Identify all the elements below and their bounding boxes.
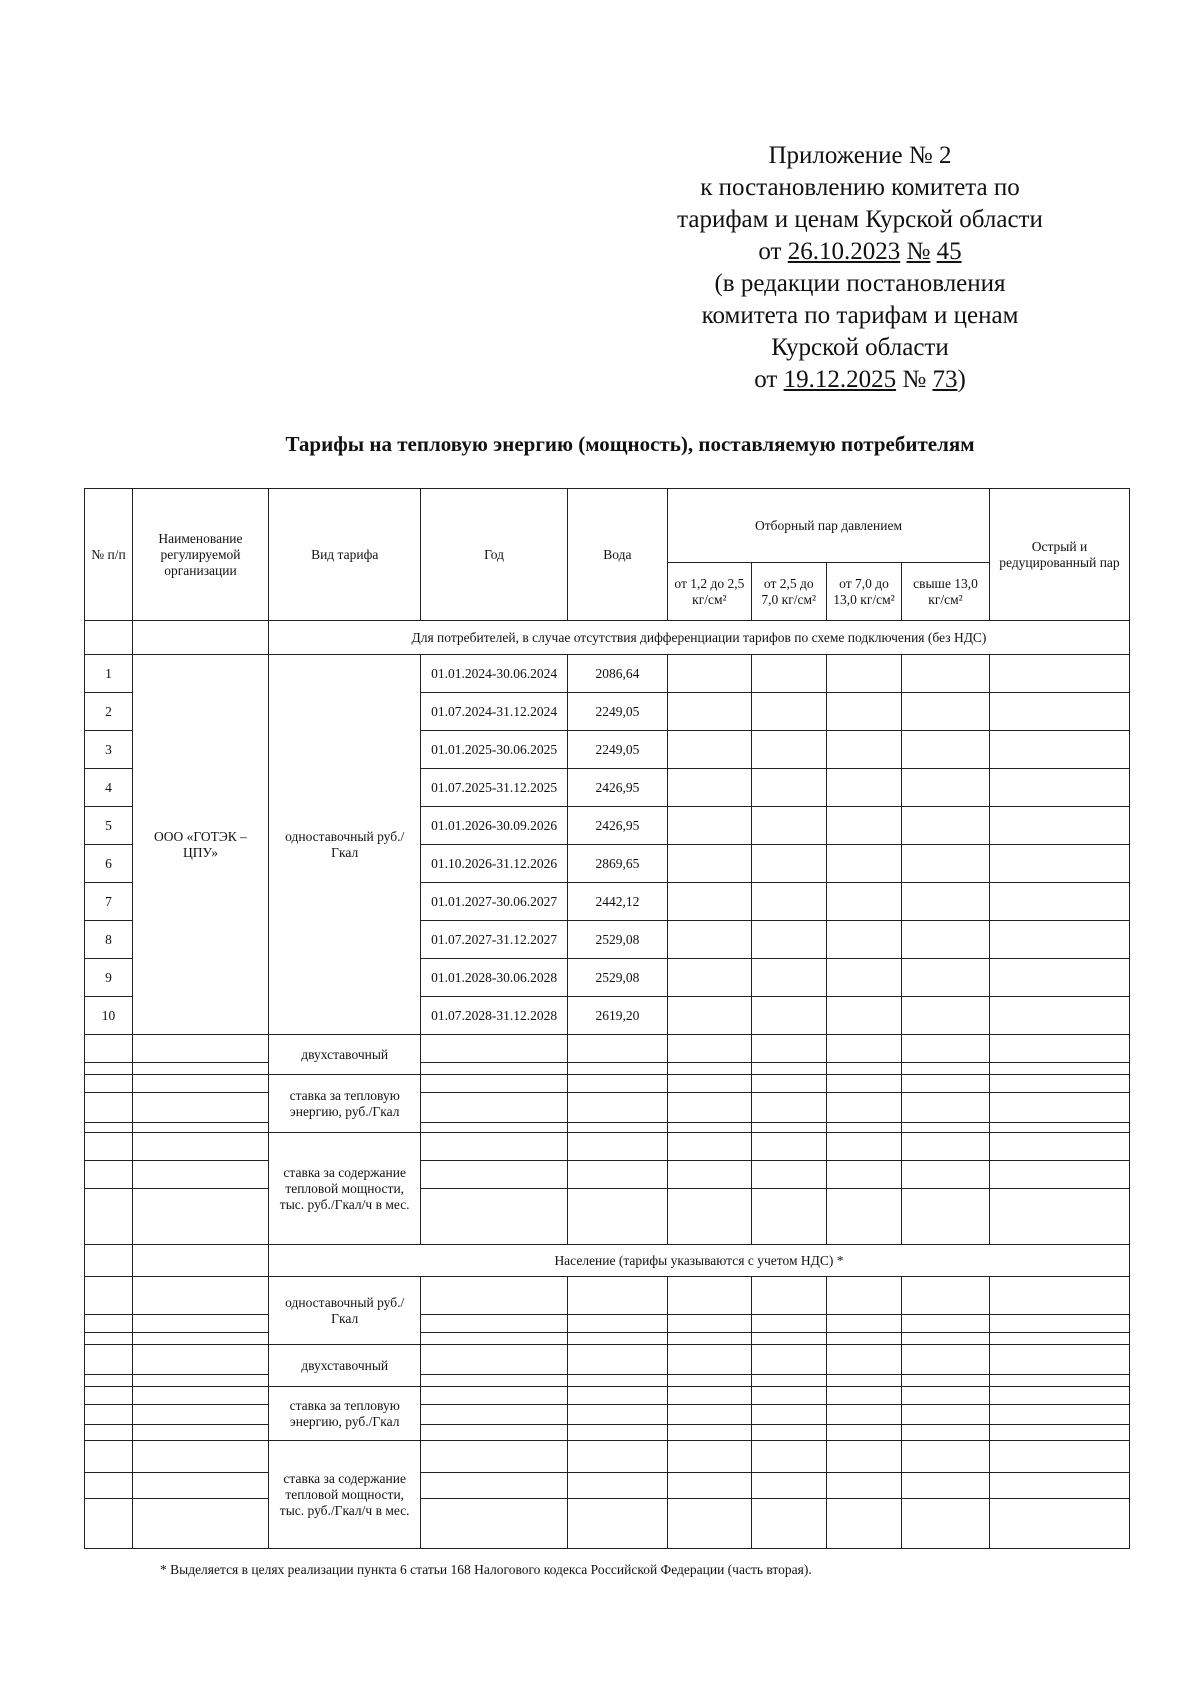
period: 01.07.2027-31.12.2027	[421, 921, 567, 959]
table-cell	[826, 1123, 901, 1133]
table-cell	[989, 1405, 1129, 1425]
table-cell	[751, 1375, 826, 1387]
table-cell	[826, 845, 901, 883]
table-cell	[421, 1189, 567, 1245]
table-cell	[751, 1473, 826, 1499]
table-cell	[826, 769, 901, 807]
table-cell	[902, 997, 990, 1035]
table-cell	[826, 1473, 901, 1499]
table-cell	[421, 1345, 567, 1375]
header-line: Курской области	[771, 334, 949, 361]
table-cell	[902, 1345, 990, 1375]
table-cell	[668, 1315, 752, 1333]
table-cell	[826, 1133, 901, 1161]
table-cell	[668, 693, 752, 731]
table-row	[85, 1133, 1130, 1161]
table-cell	[421, 1277, 567, 1315]
table-cell	[989, 1441, 1129, 1473]
table-cell	[826, 655, 901, 693]
col-header-org: Наименование регулируемой организации	[133, 489, 269, 621]
table-cell	[902, 807, 990, 845]
table-cell	[567, 1375, 667, 1387]
table-cell	[668, 1441, 752, 1473]
table-cell	[567, 1441, 667, 1473]
table-cell	[668, 1161, 752, 1189]
table-cell	[989, 1425, 1129, 1441]
table-row	[85, 1075, 1130, 1093]
table-cell	[751, 769, 826, 807]
table-cell	[668, 1075, 752, 1093]
table-cell	[567, 1123, 667, 1133]
table-cell	[902, 731, 990, 769]
population-capacity-rate-label: ставка за содержание тепловой мощности, тыс. руб./Гкал/ч в мес.	[268, 1441, 421, 1549]
table-cell	[902, 1315, 990, 1333]
table-cell	[989, 1093, 1129, 1123]
header-line: комитета по тарифам и ценам	[701, 302, 1019, 329]
header-date-line: от 26.10.2023 № 45	[758, 238, 962, 265]
table-cell	[989, 655, 1129, 693]
table-cell	[668, 1333, 752, 1345]
table-cell	[421, 1473, 567, 1499]
table-cell	[826, 959, 901, 997]
table-cell	[421, 1093, 567, 1123]
header-line: тарифам и ценам Курской области	[677, 206, 1043, 233]
table-cell	[902, 1499, 990, 1549]
water-tariff: 2529,08	[567, 921, 667, 959]
table-cell	[989, 997, 1129, 1035]
table-cell	[989, 1075, 1129, 1093]
water-tariff: 2086,64	[567, 655, 667, 693]
decree-number: 45	[936, 238, 962, 265]
table-cell	[902, 1333, 990, 1345]
table-cell	[567, 1499, 667, 1549]
table-cell	[902, 1387, 990, 1405]
table-cell	[826, 1315, 901, 1333]
table-cell	[826, 1075, 901, 1093]
table-cell	[668, 883, 752, 921]
table-cell	[989, 1345, 1129, 1375]
table-cell	[826, 921, 901, 959]
table-row	[85, 1189, 1130, 1245]
water-tariff: 2619,20	[567, 997, 667, 1035]
table-cell	[668, 1093, 752, 1123]
row-number: 3	[85, 731, 133, 769]
population-single-rate-label: одноставочный руб./Гкал	[268, 1277, 421, 1345]
water-tariff: 2442,12	[567, 883, 667, 921]
table-cell	[751, 1189, 826, 1245]
table-row	[85, 1277, 1130, 1315]
table-cell	[668, 1063, 752, 1075]
table-cell	[826, 693, 901, 731]
table-cell	[567, 1189, 667, 1245]
table-cell	[421, 1425, 567, 1441]
table-cell	[826, 731, 901, 769]
table-row	[85, 1473, 1130, 1499]
table-cell	[826, 1425, 901, 1441]
table-cell	[989, 1375, 1129, 1387]
table-row	[85, 1375, 1130, 1387]
table-cell	[826, 1093, 901, 1123]
table-cell	[668, 769, 752, 807]
table-cell	[826, 1189, 901, 1245]
amendment-date: 19.12.2025	[783, 366, 897, 393]
table-cell	[902, 1277, 990, 1315]
table-cell	[989, 807, 1129, 845]
table-cell	[902, 1093, 990, 1123]
table-cell	[751, 845, 826, 883]
table-cell	[902, 1425, 990, 1441]
table-cell	[668, 1035, 752, 1063]
table-cell	[421, 1405, 567, 1425]
period: 01.01.2027-30.06.2027	[421, 883, 567, 921]
table-cell	[902, 1473, 990, 1499]
table-header-row	[85, 489, 1130, 563]
period: 01.07.2025-31.12.2025	[421, 769, 567, 807]
table-cell	[421, 1315, 567, 1333]
col-header-steam-4: свыше 13,0 кг/см²	[902, 563, 990, 621]
table-cell	[567, 1161, 667, 1189]
section-row	[85, 621, 1130, 655]
table-cell	[751, 1035, 826, 1063]
table-cell	[751, 921, 826, 959]
table-cell	[826, 883, 901, 921]
table-cell	[567, 1133, 667, 1161]
table-cell	[751, 1093, 826, 1123]
table-cell	[989, 1063, 1129, 1075]
header-line: к постановлению комитета по	[700, 174, 1020, 201]
row-number: 7	[85, 883, 133, 921]
table-cell	[902, 1189, 990, 1245]
table-cell	[567, 1063, 667, 1075]
table-cell	[567, 1425, 667, 1441]
table-row	[85, 1315, 1130, 1333]
water-tariff: 2426,95	[567, 769, 667, 807]
table-cell	[751, 1441, 826, 1473]
table-cell	[826, 1375, 901, 1387]
table-cell	[989, 1315, 1129, 1333]
table-cell	[751, 1161, 826, 1189]
table-row	[85, 1499, 1130, 1549]
table-cell	[989, 921, 1129, 959]
period: 01.07.2024-31.12.2024	[421, 693, 567, 731]
table-cell	[902, 1075, 990, 1093]
section-row	[85, 1245, 1130, 1277]
table-cell	[668, 845, 752, 883]
table-cell	[826, 1333, 901, 1345]
table-cell	[989, 1333, 1129, 1345]
table-cell	[751, 1405, 826, 1425]
table-cell	[902, 921, 990, 959]
table-cell	[751, 997, 826, 1035]
tariff-type-single: одноставочный руб./Гкал	[268, 655, 421, 1035]
row-number: 4	[85, 769, 133, 807]
table-row	[85, 1093, 1130, 1123]
table-cell	[421, 1161, 567, 1189]
table-row	[85, 1063, 1130, 1075]
table-cell	[826, 1161, 901, 1189]
table-cell	[751, 1345, 826, 1375]
table-cell	[989, 959, 1129, 997]
table-cell	[421, 1375, 567, 1387]
table-cell	[826, 807, 901, 845]
table-row	[85, 1387, 1130, 1405]
table-cell	[989, 1473, 1129, 1499]
table-cell	[989, 1277, 1129, 1315]
table-cell	[421, 1387, 567, 1405]
table-cell	[668, 1189, 752, 1245]
row-number: 2	[85, 693, 133, 731]
period: 01.01.2025-30.06.2025	[421, 731, 567, 769]
table-cell	[421, 1063, 567, 1075]
population-energy-rate-label: ставка за тепловую энергию, руб./Гкал	[268, 1387, 421, 1441]
table-cell	[989, 731, 1129, 769]
table-cell	[902, 1035, 990, 1063]
table-row	[85, 1425, 1130, 1441]
table-cell	[668, 1425, 752, 1441]
header-date-line: от 19.12.2025 № 73)	[754, 366, 966, 393]
table-cell	[751, 807, 826, 845]
table-cell	[751, 1425, 826, 1441]
water-tariff: 2249,05	[567, 731, 667, 769]
table-cell	[751, 1063, 826, 1075]
table-row	[85, 1405, 1130, 1425]
table-cell	[421, 1499, 567, 1549]
table-cell	[668, 1405, 752, 1425]
row-number: 10	[85, 997, 133, 1035]
col-header-water: Вода	[567, 489, 667, 621]
tariff-type-two-rate: двухставочный	[268, 1035, 421, 1075]
table-row	[85, 1161, 1130, 1189]
table-cell	[668, 921, 752, 959]
table-cell	[826, 1277, 901, 1315]
col-header-num: № п/п	[85, 489, 133, 621]
table-cell	[989, 1133, 1129, 1161]
table-cell	[668, 1375, 752, 1387]
table-cell	[902, 693, 990, 731]
col-header-type: Вид тарифа	[268, 489, 421, 621]
table-cell	[421, 1123, 567, 1133]
table-cell	[668, 959, 752, 997]
table-cell	[902, 959, 990, 997]
table-cell	[668, 1473, 752, 1499]
table-cell	[989, 845, 1129, 883]
table-cell	[989, 1161, 1129, 1189]
table-cell	[668, 731, 752, 769]
table-cell	[989, 883, 1129, 921]
table-cell	[421, 1441, 567, 1473]
table-cell	[567, 1315, 667, 1333]
table-cell	[751, 693, 826, 731]
table-cell	[668, 1345, 752, 1375]
table-cell	[989, 693, 1129, 731]
document-header	[600, 140, 1120, 396]
table-cell	[751, 1123, 826, 1133]
table-row	[85, 1441, 1130, 1473]
table-cell	[826, 1387, 901, 1405]
col-header-steam-2: от 2,5 до 7,0 кг/см²	[751, 563, 826, 621]
table-cell	[902, 845, 990, 883]
water-tariff: 2249,05	[567, 693, 667, 731]
population-two-rate-label: двухставочный	[268, 1345, 421, 1387]
table-cell	[989, 1189, 1129, 1245]
col-header-steam-3: от 7,0 до 13,0 кг/см²	[826, 563, 901, 621]
table-cell	[751, 731, 826, 769]
amendment-number: 73	[932, 366, 958, 393]
table-cell	[902, 1063, 990, 1075]
period: 01.07.2028-31.12.2028	[421, 997, 567, 1035]
table-cell	[989, 1123, 1129, 1133]
table-cell	[668, 1277, 752, 1315]
section-label: Население (тарифы указываются с учетом НДС) *	[268, 1245, 1129, 1277]
decree-date: 26.10.2023	[787, 238, 901, 265]
table-row	[85, 1333, 1130, 1345]
section-label: Для потребителей, в случае отсутствия дифференциации тарифов по схеме подключения (без НДС)	[268, 621, 1129, 655]
table-cell	[567, 1075, 667, 1093]
period: 01.01.2024-30.06.2024	[421, 655, 567, 693]
table-cell	[567, 1387, 667, 1405]
table-cell	[902, 1123, 990, 1133]
table-cell	[668, 807, 752, 845]
table-cell	[668, 1123, 752, 1133]
table-row	[85, 1035, 1130, 1063]
row-number: 1	[85, 655, 133, 693]
table-cell	[668, 1387, 752, 1405]
tariff-table	[84, 488, 1130, 1549]
table-cell	[989, 1035, 1129, 1063]
capacity-rate-label: ставка за содержание тепловой мощности, тыс. руб./Гкал/ч в мес.	[268, 1133, 421, 1245]
table-cell	[751, 655, 826, 693]
table-cell	[668, 655, 752, 693]
table-cell	[989, 769, 1129, 807]
document-title: Тарифы на тепловую энергию (мощность), поставляемую потребителям	[285, 432, 975, 456]
table-cell	[902, 1161, 990, 1189]
table-cell	[567, 1345, 667, 1375]
table-row	[85, 1345, 1130, 1375]
table-cell	[567, 1473, 667, 1499]
table-cell	[668, 1499, 752, 1549]
table-cell	[751, 1133, 826, 1161]
table-cell	[902, 1405, 990, 1425]
table-cell	[826, 997, 901, 1035]
water-tariff: 2529,08	[567, 959, 667, 997]
col-header-steam-1: от 1,2 до 2,5 кг/см²	[668, 563, 752, 621]
water-tariff: 2869,65	[567, 845, 667, 883]
table-cell	[902, 655, 990, 693]
table-cell	[902, 883, 990, 921]
table-cell	[668, 1133, 752, 1161]
table-cell	[421, 1133, 567, 1161]
table-cell	[826, 1063, 901, 1075]
table-cell	[567, 1333, 667, 1345]
row-number: 5	[85, 807, 133, 845]
table-row	[85, 655, 1130, 693]
table-cell	[421, 1333, 567, 1345]
row-number: 8	[85, 921, 133, 959]
table-cell	[989, 1387, 1129, 1405]
organization-name: ООО «ГОТЭК – ЦПУ»	[133, 655, 269, 1035]
table-cell	[751, 883, 826, 921]
table-cell	[567, 1035, 667, 1063]
period: 01.01.2026-30.09.2026	[421, 807, 567, 845]
energy-rate-label: ставка за тепловую энергию, руб./Гкал	[268, 1075, 421, 1133]
table-cell	[751, 1387, 826, 1405]
row-number: 6	[85, 845, 133, 883]
table-cell	[826, 1405, 901, 1425]
water-tariff: 2426,95	[567, 807, 667, 845]
table-cell	[902, 1441, 990, 1473]
col-header-sharp-steam: Острый и редуцированный пар	[989, 489, 1129, 621]
table-cell	[421, 1075, 567, 1093]
period: 01.01.2028-30.06.2028	[421, 959, 567, 997]
table-cell	[826, 1499, 901, 1549]
table-cell	[989, 1499, 1129, 1549]
table-cell	[751, 1333, 826, 1345]
table-cell	[751, 1277, 826, 1315]
appendix-number: Приложение № 2	[768, 142, 952, 169]
table-cell	[902, 1133, 990, 1161]
col-header-steam: Отборный пар давлением	[668, 489, 990, 563]
row-number: 9	[85, 959, 133, 997]
table-cell	[902, 769, 990, 807]
table-cell	[751, 1315, 826, 1333]
table-row	[85, 1123, 1130, 1133]
header-line: (в редакции постановления	[714, 270, 1006, 297]
table-cell	[826, 1345, 901, 1375]
table-cell	[567, 1405, 667, 1425]
table-cell	[567, 1093, 667, 1123]
table-cell	[421, 1035, 567, 1063]
table-cell	[751, 1075, 826, 1093]
table-cell	[826, 1035, 901, 1063]
table-cell	[826, 1441, 901, 1473]
table-cell	[751, 1499, 826, 1549]
table-cell	[567, 1277, 667, 1315]
table-cell	[902, 1375, 990, 1387]
period: 01.10.2026-31.12.2026	[421, 845, 567, 883]
table-cell	[668, 997, 752, 1035]
table-cell	[751, 959, 826, 997]
footnote: * Выделяется в целях реализации пункта 6 статьи 168 Налогового кодекса Российской Федерации (часть вторая).	[160, 1562, 812, 1577]
col-header-year: Год	[421, 489, 567, 621]
